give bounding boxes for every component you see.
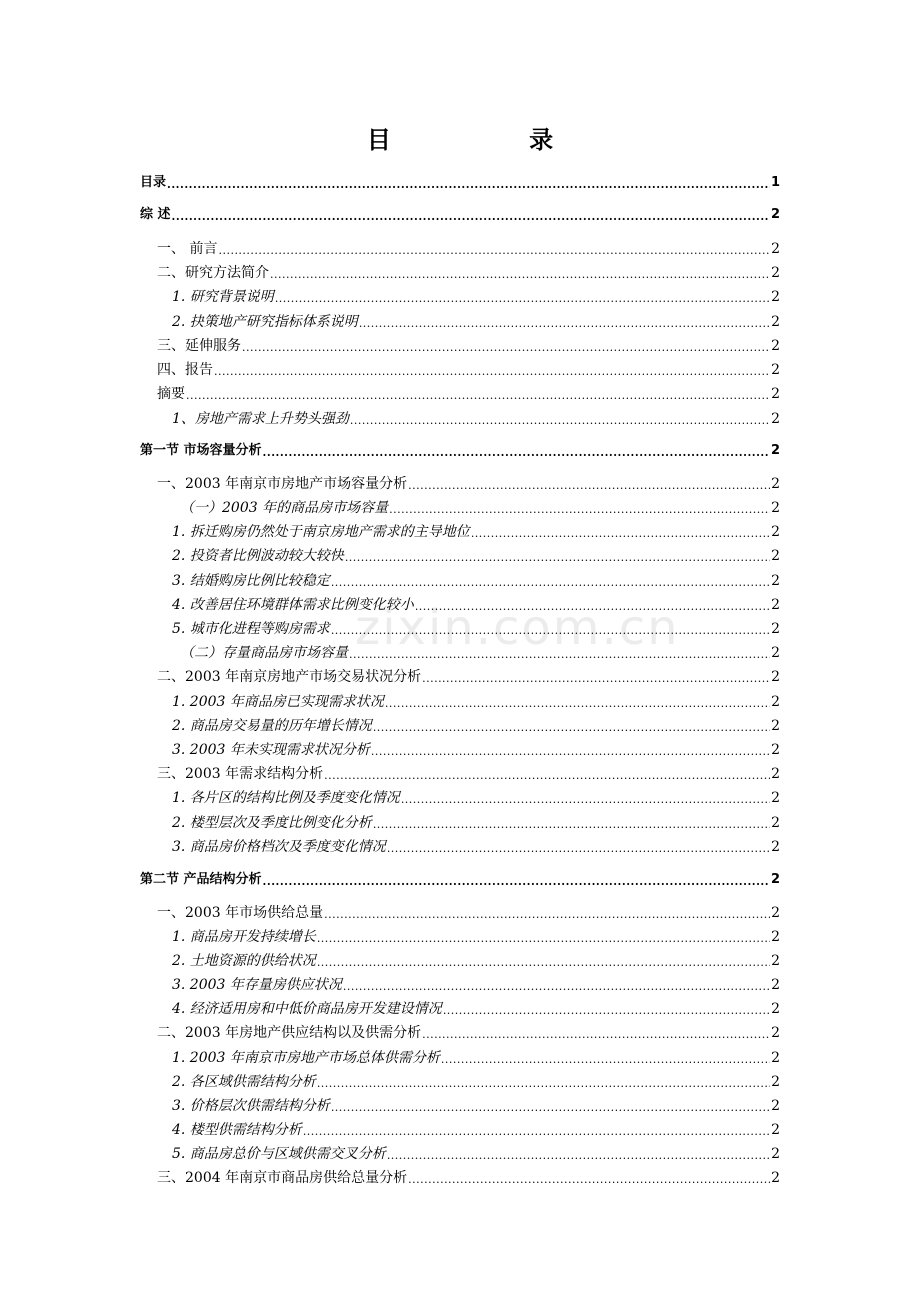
toc-page-number: 2 (771, 621, 780, 637)
toc-entry-label: 一、 前言 (157, 241, 218, 257)
toc-leader-dots (186, 389, 770, 403)
toc-entry[interactable] (172, 787, 780, 807)
toc-entry[interactable] (157, 1022, 780, 1042)
toc-page-number: 2 (771, 476, 780, 492)
toc-leader-dots (443, 1004, 770, 1018)
toc-leader-dots (349, 648, 770, 662)
toc-entry-label: 3. 2003 年存量房供应状况 (172, 977, 342, 993)
toc-leader-dots (350, 414, 770, 428)
toc-entry[interactable] (172, 521, 780, 541)
toc-leader-dots (387, 1149, 770, 1163)
toc-page-number: 2 (771, 573, 780, 589)
toc-page-number: 2 (771, 1050, 780, 1066)
toc-entry[interactable] (157, 238, 780, 258)
toc-page-number: 2 (770, 207, 780, 222)
toc-entry[interactable] (180, 642, 780, 662)
toc-page-number: 2 (771, 742, 780, 758)
toc-leader-dots (415, 600, 770, 614)
toc-page-number: 2 (771, 839, 780, 855)
toc-entry-label: 3. 结婚购房比例比较稳定 (172, 573, 330, 589)
toc-entry-label: 5. 商品房总价与区域供需交叉分析 (172, 1146, 386, 1162)
toc-page-number: 2 (771, 524, 780, 540)
toc-leader-dots (401, 793, 770, 807)
toc-entry-label: 三、2004 年南京市商品房供给总量分析 (157, 1170, 408, 1186)
toc-entry[interactable] (172, 715, 780, 735)
toc-entry-label: 目录 (140, 175, 167, 190)
toc-entry-label: 一、2003 年市场供给总量 (157, 905, 324, 921)
toc-leader-dots (422, 672, 770, 686)
toc-entry-label: 二、2003 年南京房地产市场交易状况分析 (157, 669, 422, 685)
toc-entry[interactable] (140, 440, 780, 460)
toc-page-number: 2 (771, 645, 780, 661)
toc-page-number: 2 (771, 289, 780, 305)
toc-entry[interactable] (157, 666, 780, 686)
toc-page-number: 2 (771, 1170, 780, 1186)
toc-leader-dots (263, 875, 770, 889)
toc-page-number: 2 (771, 265, 780, 281)
toc-entry[interactable] (157, 359, 780, 379)
toc-leader-dots (389, 503, 770, 517)
toc-leader-dots (331, 1101, 770, 1115)
toc-entry-label: 摘要 (157, 386, 185, 402)
toc-leader-dots (373, 818, 770, 832)
toc-entry-label: 3. 价格层次供需结构分析 (172, 1098, 330, 1114)
toc-leader-dots (317, 932, 770, 946)
toc-entry-label: （一）2003 年的商品房市场容量 (180, 500, 389, 516)
toc-entry[interactable] (172, 1071, 780, 1091)
toc-page-number: 2 (771, 1074, 780, 1090)
toc-entry[interactable] (157, 335, 780, 355)
toc-leader-dots (408, 479, 770, 493)
toc-page-number: 2 (771, 548, 780, 564)
toc-page-number: 2 (770, 443, 780, 458)
toc-entry-label: 2. 商品房交易量的历年增长情况 (172, 718, 372, 734)
toc-page-number: 2 (771, 718, 780, 734)
toc-entry-label: 三、延伸服务 (157, 338, 241, 354)
toc-leader-dots (345, 551, 770, 565)
toc-entry-label: 1、房地产需求上升势头强劲 (172, 411, 349, 427)
toc-page-number: 2 (771, 694, 780, 710)
toc-page-number: 2 (771, 815, 780, 831)
toc-page-number: 2 (771, 953, 780, 969)
toc-entry-label: 1. 拆迁购房仍然处于南京房地产需求的主导地位 (172, 524, 470, 540)
toc-page-number: 2 (771, 929, 780, 945)
toc-leader-dots (218, 244, 770, 258)
toc-leader-dots (373, 721, 770, 735)
toc-entry-label: 1. 2003 年南京市房地产市场总体供需分析 (172, 1050, 440, 1066)
toc-leader-dots (331, 576, 770, 590)
toc-entry[interactable] (172, 1047, 780, 1067)
toc-page-number: 2 (771, 1098, 780, 1114)
toc-entry[interactable] (172, 836, 780, 856)
toc-entry[interactable] (172, 926, 780, 946)
toc-page-number: 2 (771, 790, 780, 806)
toc-entry[interactable] (157, 763, 780, 783)
toc-page-number: 1 (770, 175, 780, 190)
toc-entry-label: 5. 城市化进程等购房需求 (172, 621, 330, 637)
toc-entry[interactable] (172, 1095, 780, 1115)
toc-entry-label: 2. 楼型层次及季度比例变化分析 (172, 815, 372, 831)
toc-entry[interactable] (172, 311, 780, 331)
toc-page-number: 2 (771, 766, 780, 782)
toc-entry-label: 4. 楼型供需结构分析 (172, 1122, 302, 1138)
toc-entry[interactable] (172, 739, 780, 759)
toc-entry[interactable] (157, 473, 780, 493)
toc-entry[interactable] (172, 570, 780, 590)
toc-entry-label: 2. 抉策地产研究指标体系说明 (172, 314, 358, 330)
toc-entry-label: 2. 投资者比例波动较大较快 (172, 548, 344, 564)
toc-entry-label: 3. 商品房价格档次及季度变化情况 (172, 839, 386, 855)
toc-entry[interactable] (157, 262, 780, 282)
toc-entry-label: 第一节 市场容量分析 (140, 443, 262, 458)
toc-entry-label: 4. 改善居住环境群体需求比例变化较小 (172, 597, 414, 613)
toc-entry[interactable] (172, 950, 780, 970)
page-title: 目 录 (366, 126, 554, 154)
toc-page-number: 2 (771, 597, 780, 613)
toc-leader-dots (343, 980, 770, 994)
toc-entry-label: 第二节 产品结构分析 (140, 872, 262, 887)
toc-entry[interactable] (157, 1167, 780, 1187)
toc-leader-dots (331, 624, 770, 638)
toc-entry[interactable] (157, 383, 780, 403)
toc-page-number: 2 (771, 1146, 780, 1162)
toc-entry[interactable] (180, 497, 780, 517)
toc-entry[interactable] (172, 974, 780, 994)
toc-entry[interactable] (172, 812, 780, 832)
toc-entry-label: 1. 2003 年商品房已实现需求状况 (172, 694, 384, 710)
toc-page-number: 2 (771, 1122, 780, 1138)
toc-leader-dots (371, 745, 770, 759)
toc-leader-dots (359, 317, 770, 331)
toc-page-number: 2 (771, 241, 780, 257)
toc-leader-dots (214, 365, 770, 379)
toc-entry-label: 四、报告 (157, 362, 213, 378)
toc-entry-label: 3. 2003 年未实现需求状况分析 (172, 742, 370, 758)
toc-entry-label: 三、2003 年需求结构分析 (157, 766, 324, 782)
toc-entry[interactable] (140, 869, 780, 889)
toc-page-number: 2 (771, 314, 780, 330)
toc-entry[interactable] (172, 545, 780, 565)
toc-leader-dots (471, 527, 770, 541)
toc-page-number: 2 (771, 411, 780, 427)
toc-entry-label: 综 述 (140, 207, 171, 222)
toc-entry-label: 1. 研究背景说明 (172, 289, 274, 305)
toc-leader-dots (263, 446, 770, 460)
toc-page-number: 2 (771, 1001, 780, 1017)
toc-entry[interactable] (157, 902, 780, 922)
toc-entry-label: 1. 各片区的结构比例及季度变化情况 (172, 790, 400, 806)
toc-leader-dots (242, 341, 770, 355)
toc-entry[interactable] (172, 594, 780, 614)
toc-leader-dots (387, 842, 770, 856)
toc-entry-label: 4. 经济适用房和中低价商品房开发建设情况 (172, 1001, 442, 1017)
toc-leader-dots (324, 908, 770, 922)
toc-entry-label: 2. 土地资源的供给状况 (172, 953, 316, 969)
toc-entry[interactable] (172, 618, 780, 638)
toc-leader-dots (275, 292, 770, 306)
toc-leader-dots (317, 956, 770, 970)
toc-leader-dots (270, 268, 770, 282)
toc-page-number: 2 (771, 905, 780, 921)
toc-leader-dots (317, 1077, 770, 1091)
toc-entry[interactable] (140, 172, 780, 192)
toc-page-number: 2 (770, 872, 780, 887)
toc-entry[interactable] (172, 1143, 780, 1163)
toc-page-number: 2 (771, 338, 780, 354)
toc-entry[interactable] (172, 286, 780, 306)
toc-entry[interactable] (172, 1119, 780, 1139)
toc-page-number: 2 (771, 500, 780, 516)
toc-entry-label: （二）存量商品房市场容量 (180, 645, 348, 661)
toc-page-number: 2 (771, 1025, 780, 1041)
toc-entry[interactable] (172, 998, 780, 1018)
toc-leader-dots (324, 769, 770, 783)
toc-entry-label: 一、2003 年南京市房地产市场容量分析 (157, 476, 408, 492)
toc-leader-dots (408, 1173, 770, 1187)
toc-entry-label: 1. 商品房开发持续增长 (172, 929, 316, 945)
toc-entry[interactable] (172, 408, 780, 428)
watermark: zixin.com.cn (355, 600, 680, 656)
toc-entry-label: 二、2003 年房地产供应结构以及供需分析 (157, 1025, 422, 1041)
toc-entry-label: 2. 各区域供需结构分析 (172, 1074, 316, 1090)
toc-leader-dots (172, 210, 770, 224)
toc-page-number: 2 (771, 669, 780, 685)
toc-page-number: 2 (771, 362, 780, 378)
toc-page-number: 2 (771, 977, 780, 993)
toc-page-number: 2 (771, 386, 780, 402)
toc-leader-dots (167, 178, 770, 192)
toc-leader-dots (422, 1028, 770, 1042)
toc-leader-dots (385, 697, 770, 711)
toc-leader-dots (303, 1125, 770, 1139)
toc-entry[interactable] (140, 204, 780, 224)
toc-entry[interactable] (172, 691, 780, 711)
toc-entry-label: 二、研究方法简介 (157, 265, 269, 281)
toc-leader-dots (441, 1053, 770, 1067)
